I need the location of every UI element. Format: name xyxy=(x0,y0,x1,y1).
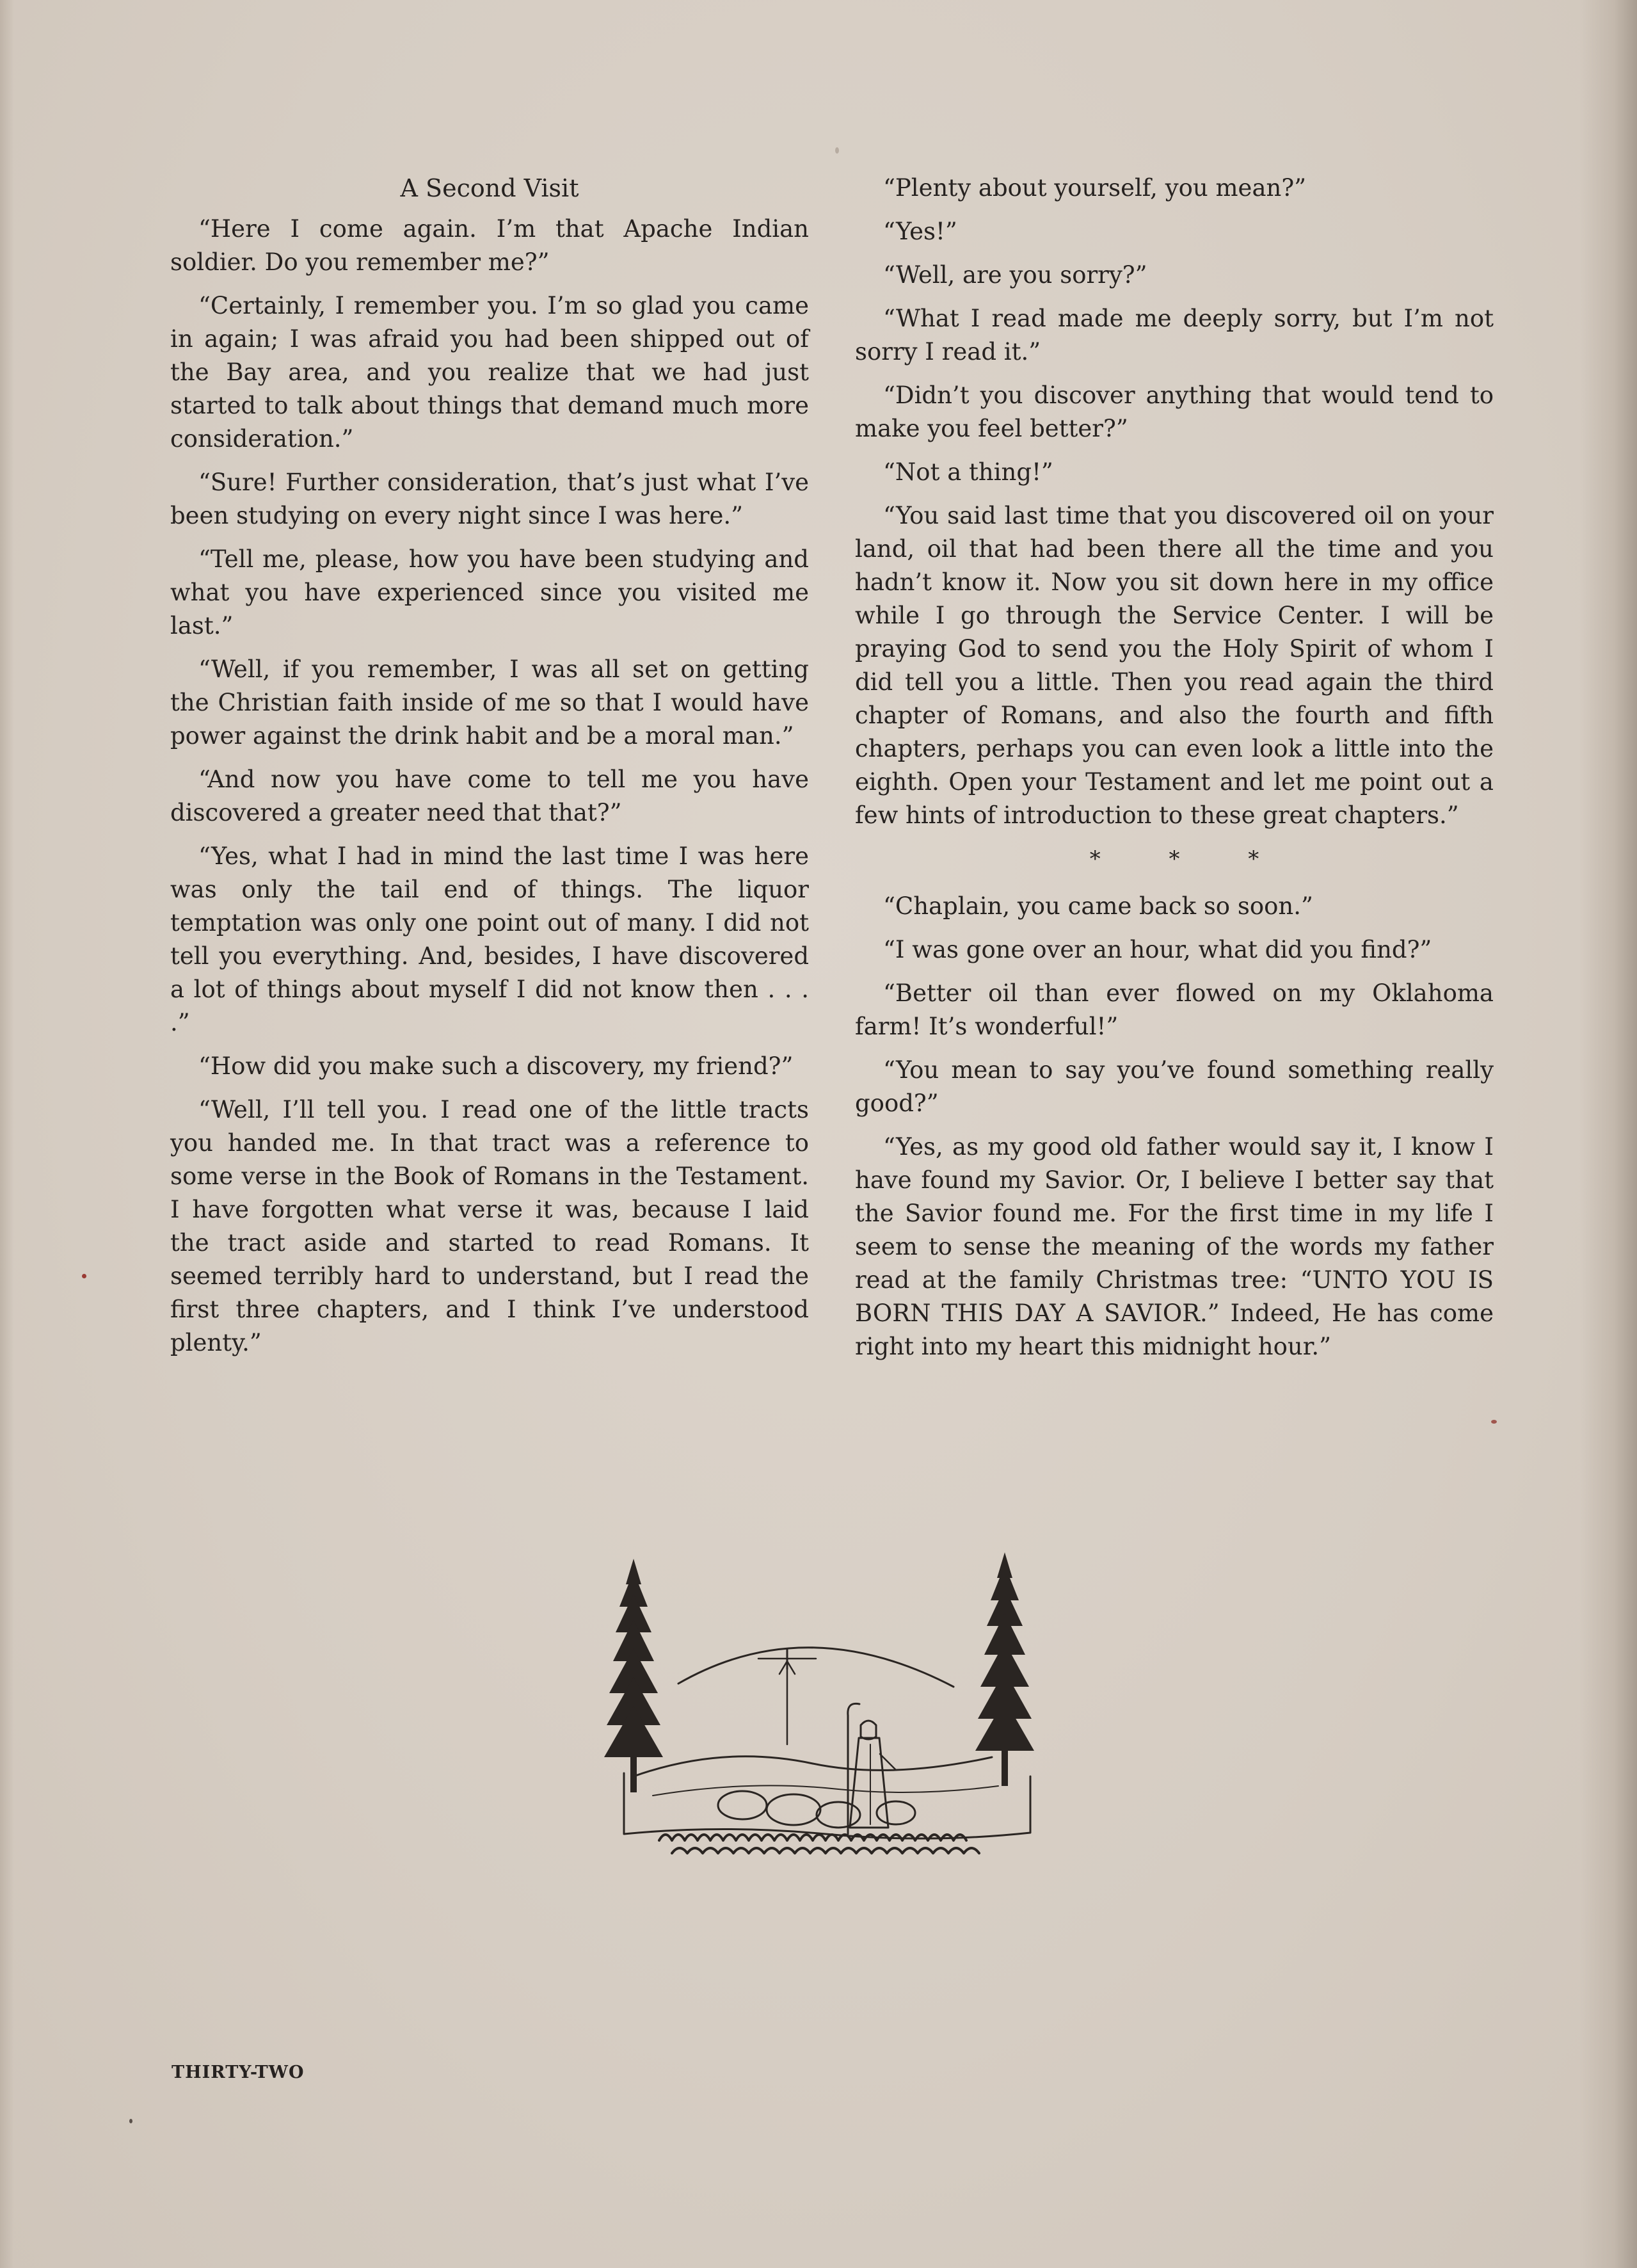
paragraph: “You said last time that you discovered oil on your land, oil that had been there all the time and you hadn’t know it. Now you sit down here in my office while I go through the Service Center. I will be praying God to send you the Holy Spirit of whom I did tell you a little. Then you read again the third chapter of Romans, and also the fourth and fifth chapters, perhaps you can even look a little into the eighth. Open your Testament and let me point out a few hints of introduction to these great chapters.” xyxy=(855,502,1494,829)
paper-edge-left xyxy=(0,0,14,2268)
paragraph: “What I read made me deeply sorry, but I’m not sorry I read it.” xyxy=(855,305,1494,366)
paragraph: “Yes!” xyxy=(883,218,957,245)
paragraph: “You mean to say you’ve found something really good?” xyxy=(855,1056,1494,1117)
paragraph: “Chaplain, you came back so soon.” xyxy=(883,892,1313,920)
paragraph: “Yes, what I had in mind the last time I was here was only the tail end of things. The liquor temptation was only one point out of many. I did not tell you everything. And, besides, I have discovered a lot of things about myself I did not know then . . . .” xyxy=(170,842,809,1036)
paragraph: “Certainly, I remember you. I’m so glad you came in again; I was afraid you had been shipped out of the Bay area, and you realize that we had just started to talk about things that demand much more consideration.” xyxy=(170,292,809,453)
paper-speck xyxy=(82,1274,86,1278)
paragraph: “I was gone over an hour, what did you find?” xyxy=(883,936,1432,963)
paragraph: “And now you have come to tell me you have discovered a greater need that that?” xyxy=(170,766,809,826)
paragraph: “Sure! Further consideration, that’s just what I’ve been studying on every night since I was here.” xyxy=(170,469,809,529)
paragraph: “Well, I’ll tell you. I read one of the little tracts you handed me. In that tract was a reference to some verse in the Book of Romans in the Testament. I have forgotten what verse it was, because I laid the tract aside and started to read Romans. It seemed terribly hard to understand, but I read the first three chapters, and I think I’ve understood plenty.” xyxy=(170,1096,809,1356)
nativity-shepherd-illustration xyxy=(595,1533,1050,1892)
paragraph: “Yes, as my good old father would say it, I know I have found my Savior. Or, I believe I better say that the Savior found me. For the first time in my life I seem to sense the meaning of the words my father read at the family Christmas tree: “UNTO YOU IS BORN THIS DAY A SAVIOR.” Indeed, He has come right into my heart this midnight hour.” xyxy=(855,1133,1494,1360)
paragraph: “Not a thing!” xyxy=(883,458,1053,486)
paragraph: “Better oil than ever flowed on my Oklahoma farm! It’s wonderful!” xyxy=(855,979,1494,1040)
section-separator: * * * xyxy=(1089,846,1290,872)
page-number: THIRTY-TWO xyxy=(172,2063,305,2082)
article-right-column xyxy=(855,172,1494,1374)
paper-speck xyxy=(129,2119,132,2123)
paper-speck xyxy=(835,147,839,154)
paper-edge-right xyxy=(1579,0,1637,2268)
article-title: A Second Visit xyxy=(400,174,579,202)
paragraph: “How did you make such a discovery, my friend?” xyxy=(198,1052,794,1080)
paper-speck xyxy=(1491,1420,1497,1424)
paragraph: “Tell me, please, how you have been studying and what you have experienced since you visited me last.” xyxy=(170,545,809,639)
article-left-column xyxy=(170,168,809,1370)
paragraph: “Well, if you remember, I was all set on getting the Christian faith inside of me so that I would have power against the drink habit and be a moral man.” xyxy=(170,655,809,750)
paragraph: “Well, are you sorry?” xyxy=(883,261,1147,289)
paragraph: “Plenty about yourself, you mean?” xyxy=(883,174,1307,202)
paragraph: “Here I come again. I’m that Apache Indian soldier. Do you remember me?” xyxy=(170,215,809,276)
paragraph: “Didn’t you discover anything that would tend to make you feel better?” xyxy=(855,382,1494,442)
